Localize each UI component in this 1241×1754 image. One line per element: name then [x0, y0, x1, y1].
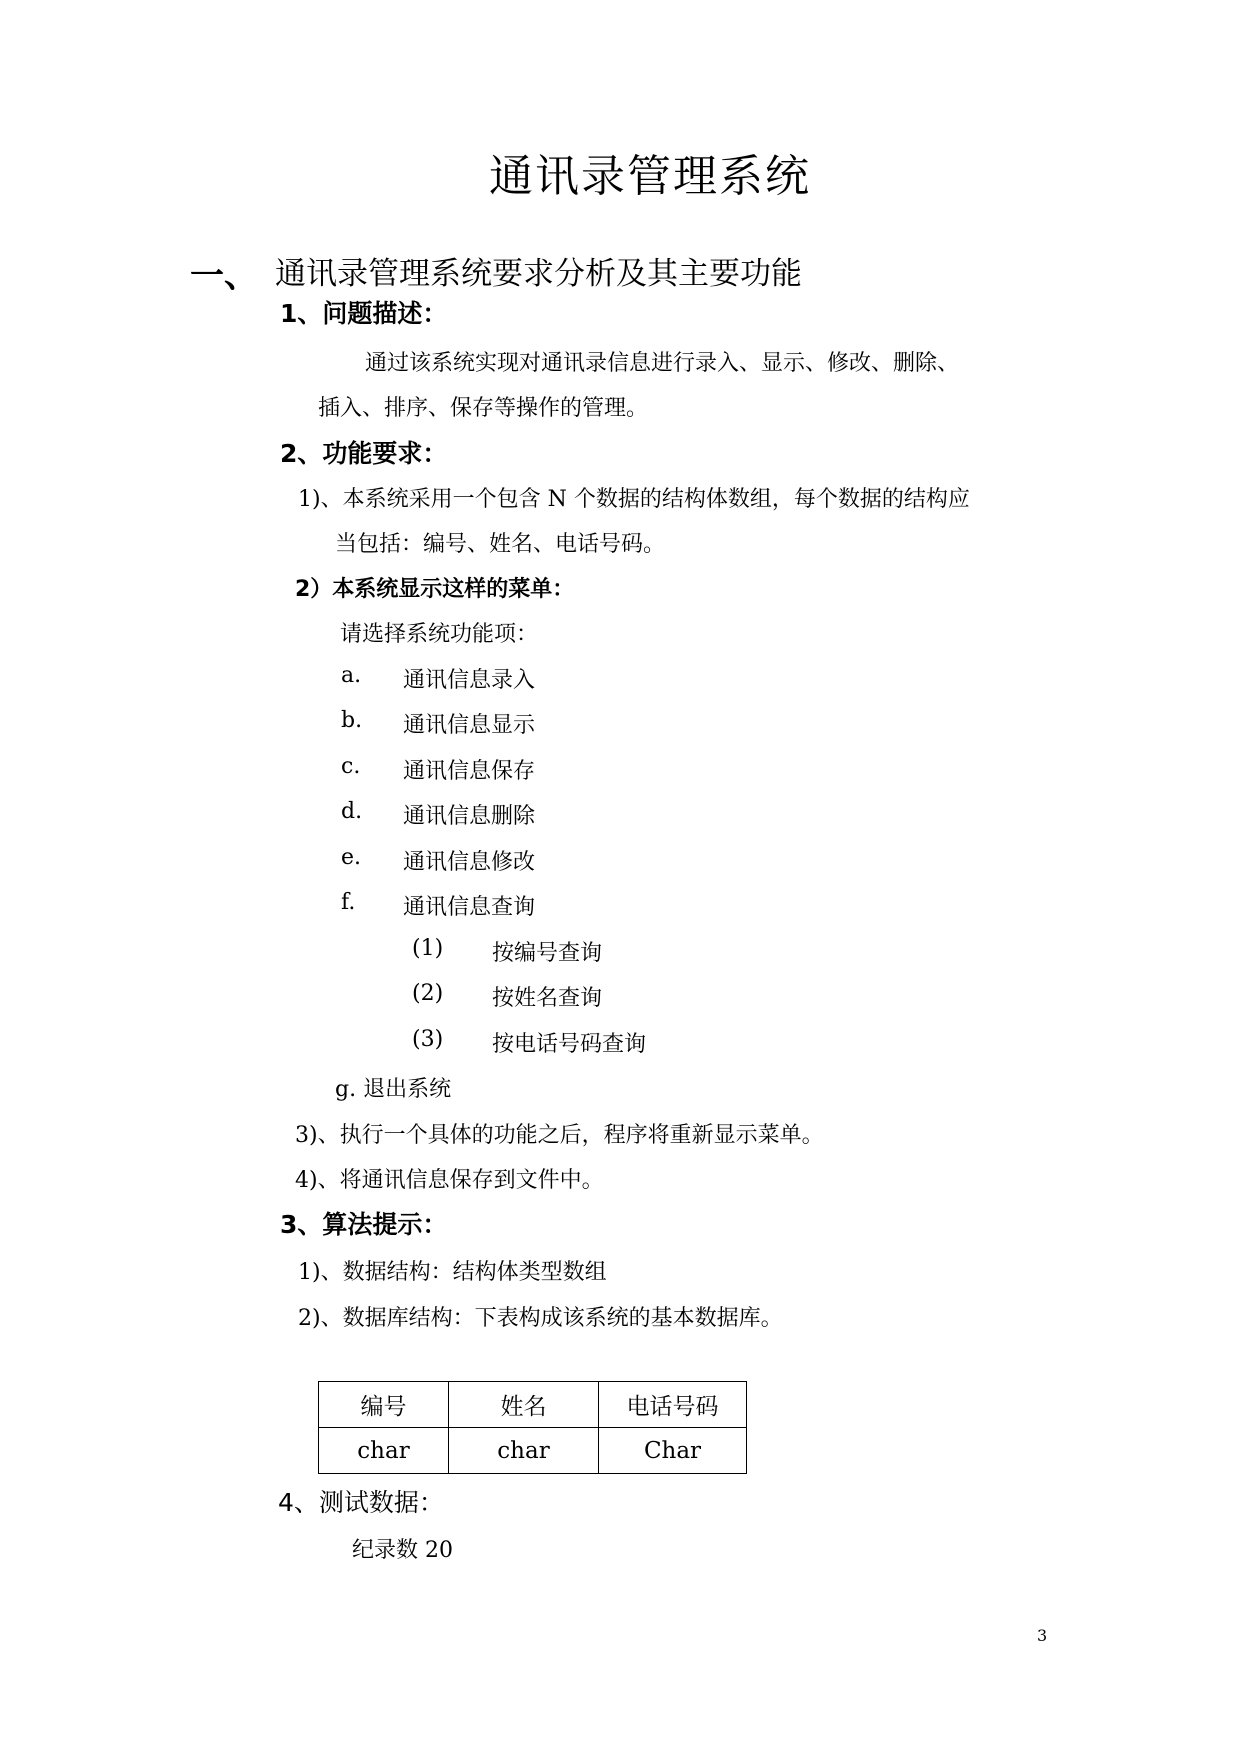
- requirements-heading: 2、功能要求：: [280, 439, 448, 468]
- requirement-item1-line2: 当包括：编号、姓名、电话号码。: [335, 532, 666, 557]
- problem-text-line2: 插入、排序、保存等操作的管理。: [318, 396, 649, 421]
- menu-key: e.: [341, 845, 362, 870]
- table-cell: char: [319, 1428, 449, 1474]
- menu-label: 通讯信息查询: [403, 895, 536, 920]
- algorithm-item1: 1)、数据结构：结构体类型数组: [298, 1260, 607, 1285]
- submenu-key: (2): [412, 981, 444, 1006]
- menu-label: 通讯信息修改: [403, 850, 536, 875]
- test-records: 纪录数 20: [352, 1538, 453, 1563]
- submenu-key: (3): [412, 1027, 444, 1052]
- menu-key: f.: [341, 890, 356, 915]
- menu-key: d.: [341, 799, 363, 824]
- page-title: 通讯录管理系统: [489, 151, 811, 202]
- database-table: [318, 1381, 747, 1474]
- menu-key: c.: [341, 754, 361, 779]
- submenu-key: (1): [412, 936, 444, 961]
- menu-exit: g. 退出系统: [335, 1077, 452, 1102]
- submenu-label: 按电话号码查询: [492, 1032, 647, 1057]
- menu-label: 通讯信息显示: [403, 713, 536, 738]
- table-header-cell: 姓名: [449, 1382, 599, 1428]
- section-number: 一、: [190, 256, 258, 296]
- menu-label: 通讯信息删除: [403, 804, 536, 829]
- submenu-label: 按姓名查询: [492, 986, 603, 1011]
- requirement-item3: 3)、执行一个具体的功能之后，程序将重新显示菜单。: [295, 1123, 824, 1148]
- table-header-cell: 编号: [319, 1382, 449, 1428]
- test-heading: 4、测试数据：: [278, 1488, 444, 1517]
- submenu-label: 按编号查询: [492, 941, 603, 966]
- requirement-item2: 2）本系统显示这样的菜单：: [295, 577, 575, 602]
- problem-text-line1: 通过该系统实现对通讯录信息进行录入、显示、修改、删除、: [365, 351, 960, 376]
- algorithm-item2: 2)、数据库结构：下表构成该系统的基本数据库。: [298, 1306, 783, 1331]
- requirement-item4: 4)、将通讯信息保存到文件中。: [295, 1168, 604, 1193]
- section-heading: 通讯录管理系统要求分析及其主要功能: [275, 256, 802, 292]
- table-header-cell: 电话号码: [599, 1382, 747, 1428]
- table-cell: Char: [599, 1428, 747, 1474]
- requirement-item1-line1: 1)、本系统采用一个包含 N 个数据的结构体数组，每个数据的结构应: [298, 487, 970, 512]
- problem-heading: 1、问题描述：: [280, 299, 448, 328]
- table-cell: char: [449, 1428, 599, 1474]
- menu-prompt: 请选择系统功能项：: [340, 622, 539, 647]
- table-header-row: [319, 1382, 747, 1428]
- page-number: 3: [1037, 1626, 1048, 1645]
- menu-label: 通讯信息保存: [403, 759, 536, 784]
- menu-key: b.: [341, 708, 363, 733]
- table-row: [319, 1428, 747, 1474]
- menu-key: a.: [341, 663, 362, 688]
- menu-label: 通讯信息录入: [403, 668, 536, 693]
- algorithm-heading: 3、算法提示：: [280, 1210, 448, 1239]
